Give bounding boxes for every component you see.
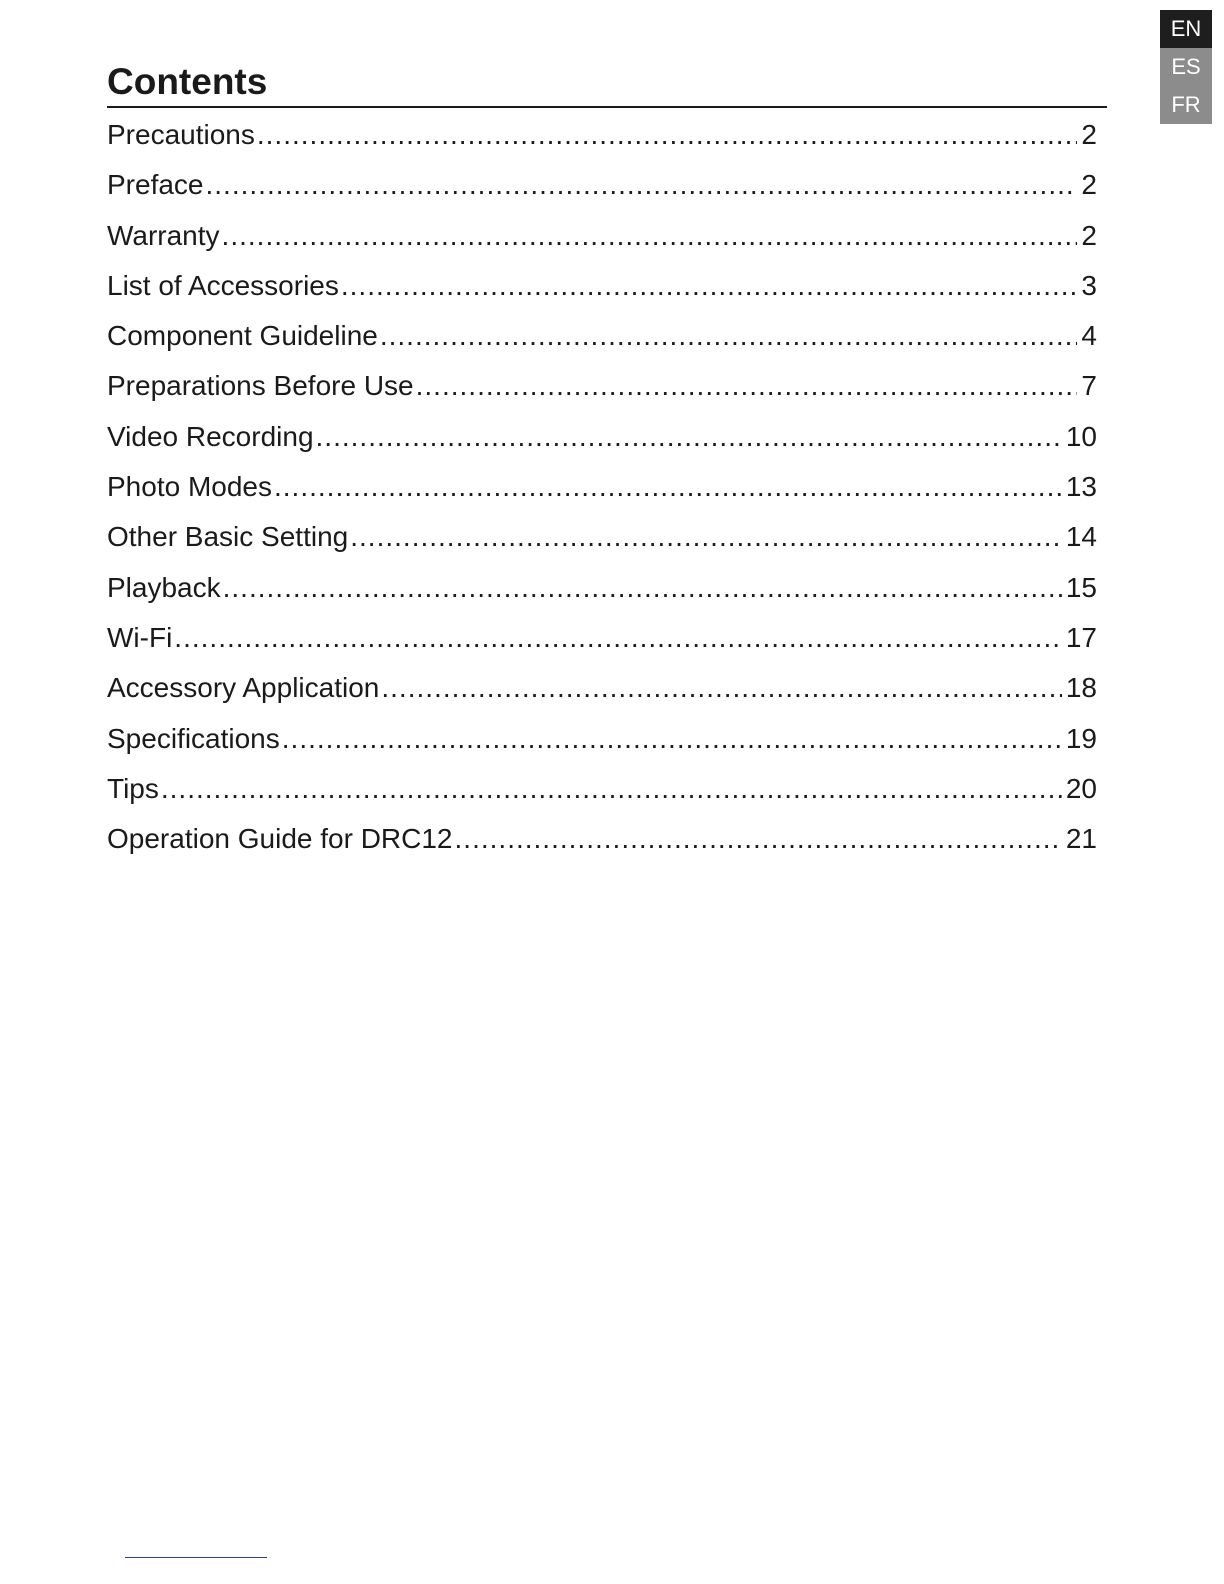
toc-entry-label: Warranty [107, 219, 220, 251]
toc-entry-label: Precautions [107, 119, 255, 150]
toc-leader-dots [341, 261, 1078, 311]
toc-entry[interactable] [107, 160, 1097, 210]
toc-entry-page: 19 [1065, 722, 1097, 754]
toc-entry-page: 17 [1065, 621, 1097, 653]
toc-entry-page: 10 [1065, 420, 1097, 452]
toc-entry-label: Component Guideline [107, 320, 378, 352]
toc-entry[interactable] [107, 714, 1097, 764]
toc-entry-label: Playback [107, 571, 221, 603]
page-title: Contents [107, 61, 268, 102]
toc-entry[interactable] [107, 361, 1097, 411]
language-tab-es[interactable]: ES [1160, 48, 1212, 86]
toc-entry[interactable] [107, 110, 1097, 160]
toc-leader-dots [206, 160, 1078, 210]
toc-leader-dots [282, 714, 1062, 764]
toc-entry[interactable] [107, 261, 1097, 311]
toc-entry-label: Wi-Fi [107, 621, 173, 653]
toc-entry-label: List of Accessories [107, 269, 339, 301]
toc-entry-label: Specifications [107, 722, 280, 754]
toc-entry[interactable] [107, 412, 1097, 462]
toc-entry[interactable] [107, 613, 1097, 663]
toc-entry-page: 2 [1081, 119, 1097, 150]
toc-leader-dots [222, 211, 1078, 261]
title-divider [107, 106, 1107, 108]
toc-entry-label: Photo Modes [107, 471, 272, 503]
toc-entry[interactable] [107, 764, 1097, 814]
toc-entry[interactable] [107, 512, 1097, 562]
toc-entry-page: 7 [1081, 370, 1097, 402]
toc-leader-dots [381, 663, 1061, 713]
toc-entry-page: 3 [1081, 269, 1097, 301]
toc-leader-dots [380, 311, 1078, 361]
toc-entry-page: 15 [1065, 571, 1097, 603]
toc-leader-dots [416, 361, 1078, 411]
toc-leader-dots [455, 814, 1062, 864]
toc-leader-dots [316, 412, 1062, 462]
language-tab-en[interactable]: EN [1160, 10, 1212, 48]
toc-entry-page: 2 [1081, 219, 1097, 251]
toc-leader-dots [350, 512, 1062, 562]
toc-entry[interactable] [107, 211, 1097, 261]
toc-entry-label: Other Basic Setting [107, 521, 349, 553]
table-of-contents [107, 110, 1097, 864]
toc-entry[interactable] [107, 311, 1097, 361]
toc-entry-label: Operation Guide for DRC12 [107, 823, 453, 855]
toc-entry-label: Preface [107, 169, 204, 201]
toc-entry-page: 13 [1065, 471, 1097, 503]
toc-leader-dots [223, 563, 1062, 613]
toc-entry-label: Tips [107, 772, 159, 804]
toc-entry-label: Accessory Application [107, 672, 380, 704]
toc-entry-page: 2 [1081, 169, 1097, 201]
toc-entry-page: 14 [1065, 521, 1097, 553]
language-tabs [1160, 10, 1212, 124]
toc-entry[interactable] [107, 663, 1097, 713]
toc-leader-dots [274, 462, 1062, 512]
toc-entry-label: Preparations Before Use [107, 370, 414, 402]
toc-entry-page: 21 [1065, 823, 1097, 855]
toc-entry[interactable] [107, 462, 1097, 512]
language-tab-fr[interactable]: FR [1160, 86, 1212, 124]
toc-entry[interactable] [107, 814, 1097, 864]
toc-entry-page: 20 [1065, 772, 1097, 804]
toc-leader-dots [161, 764, 1062, 814]
toc-entry-page: 4 [1081, 320, 1097, 352]
toc-entry-label: Video Recording [107, 420, 314, 452]
toc-entry-page: 18 [1065, 672, 1097, 704]
toc-entry[interactable] [107, 563, 1097, 613]
footer-divider [125, 1557, 267, 1558]
toc-leader-dots [174, 613, 1062, 663]
toc-leader-dots [257, 110, 1078, 160]
